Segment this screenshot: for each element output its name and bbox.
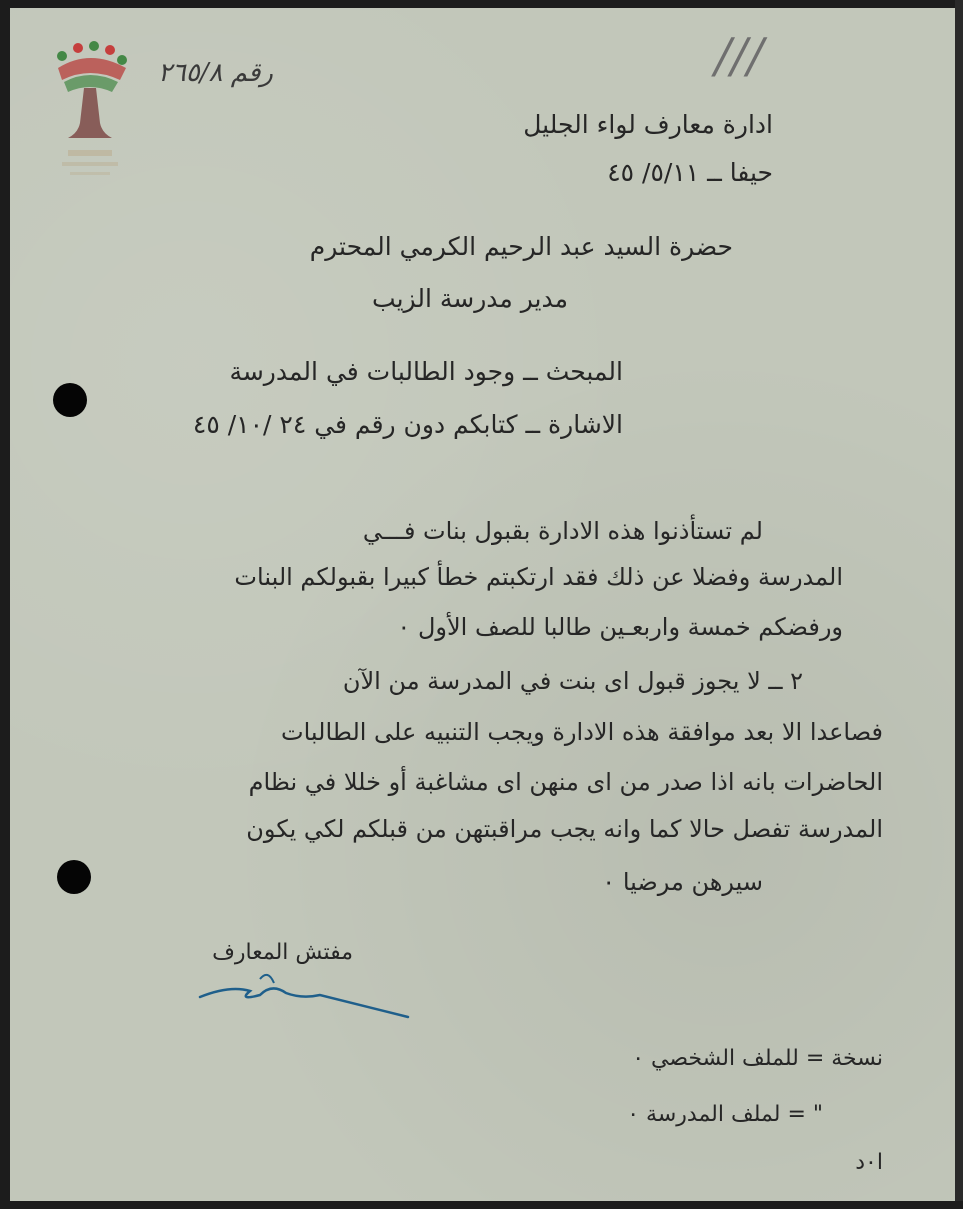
- file-mark: ///: [715, 28, 764, 84]
- punch-hole-top: [53, 383, 87, 417]
- body-line: فصاعدا الا بعد موافقة هذه الادارة ويجب التنبيه على الطالبات: [280, 718, 883, 746]
- body-line: الحاضرات بانه اذا صدر من اى منهن اى مشاغبة أو خللا في نظام: [248, 768, 883, 796]
- scan-border-left: [0, 0, 10, 1209]
- archive-tree-logo-icon: [50, 38, 130, 188]
- office-name: ادارة معارف لواء الجليل: [523, 110, 773, 139]
- place-date: حيفا ــ ٥/١١/ ٤٥: [607, 158, 773, 187]
- body-line: سيرهن مرضيا ٠: [602, 868, 763, 896]
- copy-line: " = لملف المدرسة ٠: [627, 1102, 823, 1127]
- scan-border-bottom: [0, 1201, 963, 1209]
- subject-line: المبحث ــ وجود الطالبات في المدرسة: [229, 357, 623, 386]
- body-line: ورفضكم خمسة واربعـين طالبا للصف الأول ٠: [397, 613, 843, 641]
- punch-hole-bottom: [57, 860, 91, 894]
- copy-line: نسخة = للملف الشخصي ٠: [632, 1046, 883, 1071]
- addressee-title: مدير مدرسة الزيب: [372, 284, 568, 313]
- body-line: المدرسة تفصل حالا كما وانه يجب مراقبتهن من قبلكم لكي يكون: [246, 815, 883, 843]
- scan-border-top: [0, 0, 963, 8]
- addressee-name: حضرة السيد عبد الرحيم الكرمي المحترم: [309, 232, 733, 261]
- signature-title: مفتش المعارف: [212, 940, 353, 965]
- scan-border-right: [955, 0, 963, 1209]
- body-line: لم تستأذنوا هذه الادارة بقبول بنات فـــي: [362, 517, 763, 545]
- body-line: ٢ ــ لا يجوز قبول اى بنت في المدرسة من الآن: [342, 667, 803, 695]
- handwritten-signature: [190, 965, 415, 1025]
- body-line: المدرسة وفضلا عن ذلك فقد ارتكبتم خطأ كبيرا بقبولكم البنات: [234, 563, 843, 591]
- reference-line: الاشارة ــ كتابكم دون رقم في ٢٤ /١٠/ ٤٥: [192, 410, 623, 439]
- reference-number: رقم ٢٦٥/٨: [157, 58, 273, 88]
- typist-initials: ا٠د: [855, 1150, 883, 1175]
